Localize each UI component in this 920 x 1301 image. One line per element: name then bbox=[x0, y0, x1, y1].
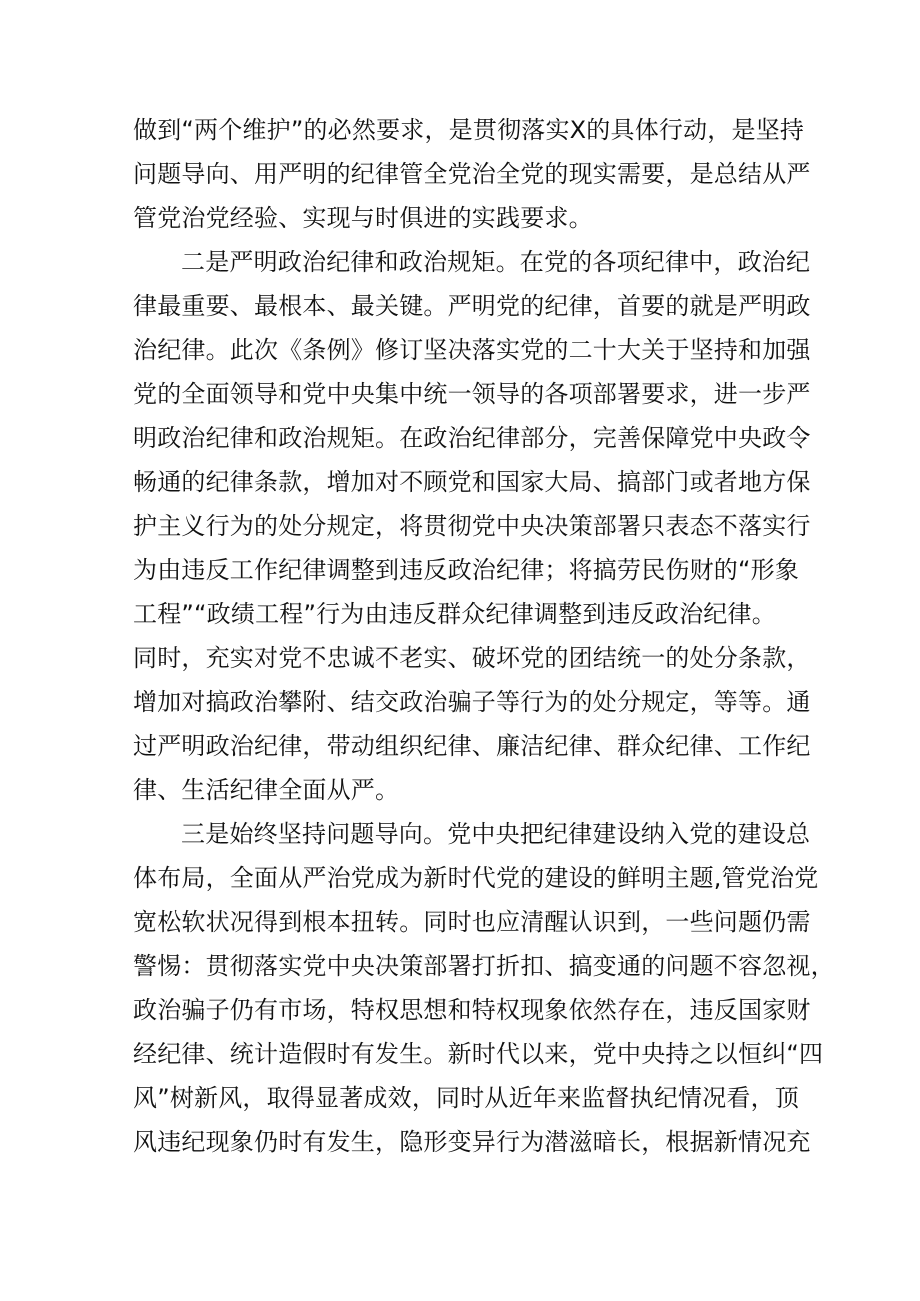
text-line: 畅通的纪律条款，增加对不顾党和国家大局、搞部门或者地方保 bbox=[133, 468, 811, 496]
text-line: 律最重要、最根本、最关键。严明党的纪律，首要的就是严明政 bbox=[133, 292, 811, 320]
text-line: 律、生活纪律全面从严。 bbox=[133, 776, 400, 804]
text-line: 宽松软状况得到根本扭转。同时也应清醒认识到，一些问题仍需 bbox=[133, 908, 811, 936]
text-line: 过严明政治纪律，带动组织纪律、廉洁纪律、群众纪律、工作纪 bbox=[133, 732, 811, 760]
text-line: 政治骗子仍有市场，特权思想和特权现象依然存在，违反国家财 bbox=[133, 996, 811, 1024]
document-body bbox=[133, 108, 835, 1164]
text-line: 治纪律。此次《条例》修订坚决落实党的二十大关于坚持和加强 bbox=[133, 336, 811, 364]
text-line: 管党治党经验、实现与时俱进的实践要求。 bbox=[133, 204, 593, 232]
text-line: 警惕：贯彻落实党中央决策部署打折扣、搞变通的问题不容忽视， bbox=[133, 952, 835, 980]
text-line: 为由违反工作纪律调整到违反政治纪律；将搞劳民伤财的“形象 bbox=[133, 556, 800, 584]
text-line: 三是始终坚持问题导向。党中央把纪律建设纳入党的建设总 bbox=[181, 820, 811, 848]
text-line: 党的全面领导和党中央集中统一领导的各项部署要求，进一步严 bbox=[133, 380, 811, 408]
paragraph-3 bbox=[133, 812, 835, 1164]
text-line: 风违纪现象仍时有发生，隐形变异行为潜滋暗长，根据新情况充 bbox=[133, 1128, 811, 1156]
text-line: 风”树新风，取得显著成效，同时从近年来监督执纪情况看，顶 bbox=[133, 1084, 800, 1112]
text-line: 做到“两个维护”的必然要求，是贯彻落实X的具体行动，是坚持 bbox=[133, 116, 805, 144]
paragraph-2 bbox=[133, 240, 811, 812]
text-line: 同时，充实对党不忠诚不老实、破坏党的团结统一的处分条款， bbox=[133, 644, 811, 672]
text-line: 二是严明政治纪律和政治规矩。在党的各项纪律中，政治纪 bbox=[181, 248, 811, 276]
text-line: 工程”“政绩工程”行为由违反群众纪律调整到违反政治纪律。 bbox=[133, 600, 776, 628]
text-line: 经纪律、统计造假时有发生。新时代以来，党中央持之以恒纠“四 bbox=[133, 1040, 824, 1068]
text-line: 体布局，全面从严治党成为新时代党的建设的鲜明主题,管党治党 bbox=[133, 864, 819, 892]
paragraph-1 bbox=[133, 108, 811, 240]
text-line: 明政治纪律和政治规矩。在政治纪律部分，完善保障党中央政令 bbox=[133, 424, 811, 452]
text-line: 问题导向、用严明的纪律管全党治全党的现实需要，是总结从严 bbox=[133, 160, 811, 188]
text-line: 增加对搞政治攀附、结交政治骗子等行为的处分规定，等等。通 bbox=[133, 688, 811, 716]
text-line: 护主义行为的处分规定，将贯彻党中央决策部署只表态不落实行 bbox=[133, 512, 811, 540]
